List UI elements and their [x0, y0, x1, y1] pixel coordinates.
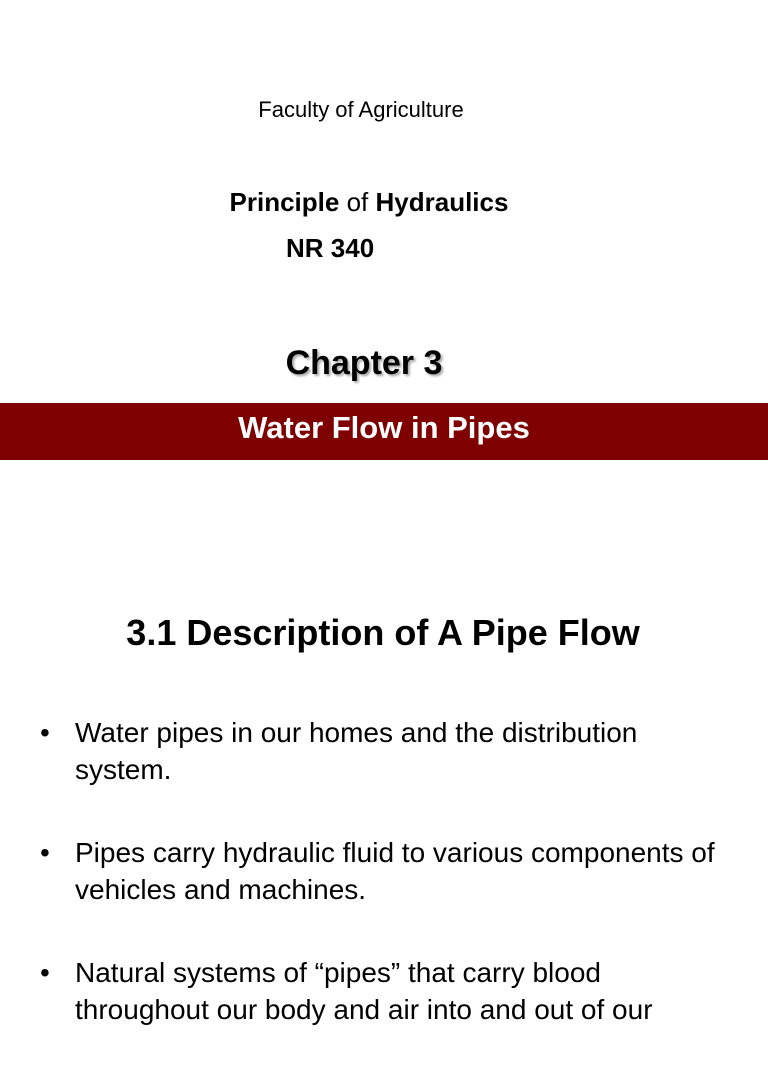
bullet-text: Water pipes in our homes and the distribution system. — [75, 717, 638, 785]
course-title-of: of — [339, 187, 376, 217]
list-item — [40, 714, 740, 788]
chapter-banner — [0, 403, 768, 460]
list-item — [40, 834, 740, 908]
bullet-text: Natural systems of “pipes” that carry blood throughout our body and air into and out of our — [75, 957, 653, 1025]
course-code: NR 340 — [286, 233, 375, 263]
bullet-dot-icon: • — [40, 717, 50, 748]
list-item — [40, 954, 740, 1028]
course-title — [0, 186, 738, 218]
bullet-list — [40, 714, 740, 1074]
course-title-principle: Principle — [229, 187, 340, 217]
section-heading: 3.1 Description of A Pipe Flow — [126, 612, 640, 653]
bullet-dot-icon: • — [40, 837, 50, 868]
course-title-hydraulics: Hydraulics — [375, 187, 509, 217]
bullet-dot-icon: • — [40, 957, 50, 988]
chapter-label: Chapter 3 — [285, 344, 443, 382]
faculty-name: Faculty of Agriculture — [258, 97, 464, 122]
bullet-text: Pipes carry hydraulic fluid to various components of vehicles and machines. — [75, 837, 715, 905]
chapter-banner-title: Water Flow in Pipes — [238, 410, 530, 445]
